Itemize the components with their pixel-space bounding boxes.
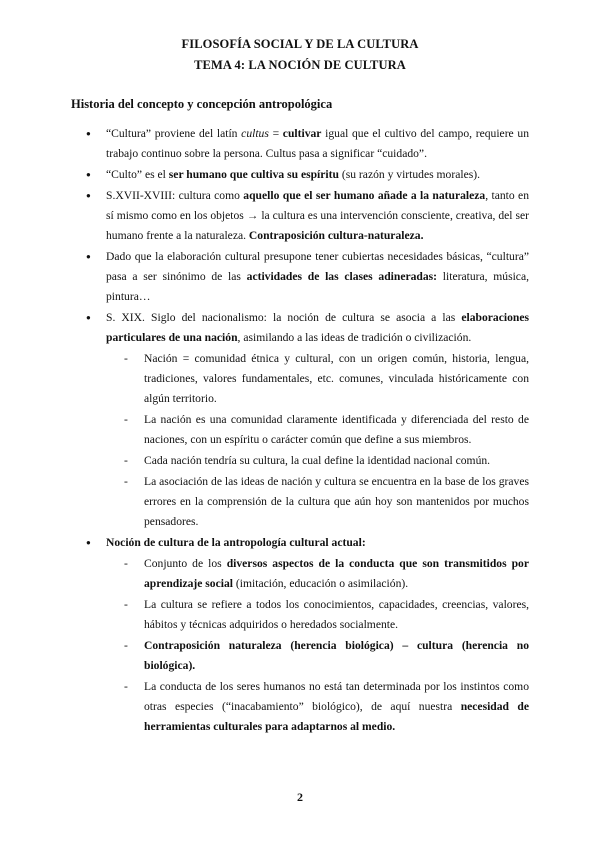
- bullet-icon: ●: [86, 252, 91, 261]
- bullet-icon: ●: [86, 191, 91, 200]
- text-run: “Cultura” proviene del latín: [106, 127, 242, 140]
- text-run: (imitación, educación o asimilación).: [233, 577, 409, 590]
- content-body: [0, 124, 600, 738]
- section-heading: Historia del concepto y concepción antropológica: [71, 97, 333, 111]
- bold-run: Contraposición cultura-naturaleza.: [248, 229, 424, 242]
- bold-run: aquello que el ser humano añade a la naturaleza: [243, 189, 486, 202]
- dash-icon: -: [124, 475, 128, 488]
- text-run: , tanto en sí mismo como en los objetos → la cultura es una intervención consciente, creativa, del ser humano frente a la naturaleza.: [106, 189, 529, 242]
- dash-icon: -: [124, 413, 128, 426]
- bold-run: ser humano que cultiva su espíritu: [168, 168, 339, 181]
- text-run: Cada nación tendría su cultura, la cual define la identidad nacional común.: [144, 454, 491, 467]
- dash-icon: -: [124, 454, 128, 467]
- bold-run: diversos aspectos de la conducta que son transmitidos por aprendizaje social: [144, 557, 529, 590]
- sub-item: [0, 410, 600, 450]
- bullet-item: [0, 124, 600, 164]
- dash-icon: -: [124, 680, 128, 693]
- bullet-item: [0, 186, 600, 246]
- text-run: Dado que la elaboración cultural presupone tener cubiertas necesidades básicas, “cultura” pasa a ser sinónimo de las: [106, 250, 529, 283]
- text-run: Conjunto de los: [144, 557, 227, 570]
- dash-icon: -: [124, 639, 128, 652]
- bullet-item: [0, 247, 600, 307]
- bullet-item: [0, 533, 600, 553]
- dash-icon: -: [124, 557, 128, 570]
- bullet-item: [0, 308, 600, 348]
- italic-run: cultus: [241, 127, 269, 140]
- page-number: 2: [297, 790, 303, 804]
- sub-item: [0, 595, 600, 635]
- text-run: La asociación de las ideas de nación y cultura se encuentra en la base de los graves errores en la comprensión de la cultura que aún hoy son mantenidos por muchos pensadores.: [144, 475, 529, 528]
- sub-item: [0, 451, 600, 471]
- text-run: La cultura se refiere a todos los conocimientos, capacidades, creencias, valores, hábitos y técnicas adquiridos o heredados socialmente.: [144, 598, 529, 631]
- text-run: La conducta de los seres humanos no está tan determinada por los instintos como otras especies (“inacabamiento” biológico), de aquí nuestra: [144, 680, 529, 713]
- document-title: FILOSOFÍA SOCIAL Y DE LA CULTURA: [181, 37, 419, 51]
- bullet-icon: ●: [86, 313, 91, 322]
- text-run: “Culto” es el: [106, 168, 169, 181]
- text-run: =: [268, 127, 283, 140]
- text-run: igual que el cultivo del campo, requiere un trabajo continuo sobre la persona. Cultus pasa a significar “cuidado”.: [106, 127, 529, 160]
- sub-item: [0, 472, 600, 532]
- dash-icon: -: [124, 598, 128, 611]
- bold-run: Contraposición naturaleza (herencia biológica) – cultura (herencia no biológica).: [144, 639, 529, 672]
- bold-run: cultivar: [282, 127, 322, 140]
- bullet-item: [0, 165, 600, 185]
- bullet-icon: ●: [86, 129, 91, 138]
- text-run: Nación = comunidad étnica y cultural, con un origen común, historia, lengua, tradiciones, valores fundamentales, etc. comunes, vinculada históricamente con algún territorio.: [144, 352, 529, 405]
- bullet-icon: ●: [86, 170, 91, 179]
- bold-run: actividades de las clases adineradas:: [246, 270, 438, 283]
- text-run: (su razón y virtudes morales).: [338, 168, 480, 181]
- sub-item: [0, 636, 600, 676]
- dash-icon: -: [124, 352, 128, 365]
- sub-item: [0, 349, 600, 409]
- text-run: , asimilando a las ideas de tradición o civilización.: [237, 331, 472, 344]
- bold-run: necesidad de herramientas culturales para adaptarnos al medio.: [144, 700, 529, 733]
- text-run: La nación es una comunidad claramente identificada y diferenciada del resto de naciones, con un espíritu o carácter común que define a sus miembros.: [144, 413, 529, 446]
- sub-item: [0, 554, 600, 594]
- bold-run: Noción de cultura de la antropología cultural actual:: [106, 536, 366, 549]
- text-run: S.XVII-XVIII: cultura como: [106, 189, 244, 202]
- document-subtitle: TEMA 4: LA NOCIÓN DE CULTURA: [194, 58, 406, 72]
- bold-run: elaboraciones particulares de una nación: [106, 311, 529, 344]
- sub-item: [0, 677, 600, 737]
- bullet-icon: ●: [86, 538, 91, 547]
- text-run: S. XIX. Siglo del nacionalismo: la noción de cultura se asocia a las: [106, 311, 462, 324]
- text-run: literatura, música, pintura…: [106, 270, 529, 303]
